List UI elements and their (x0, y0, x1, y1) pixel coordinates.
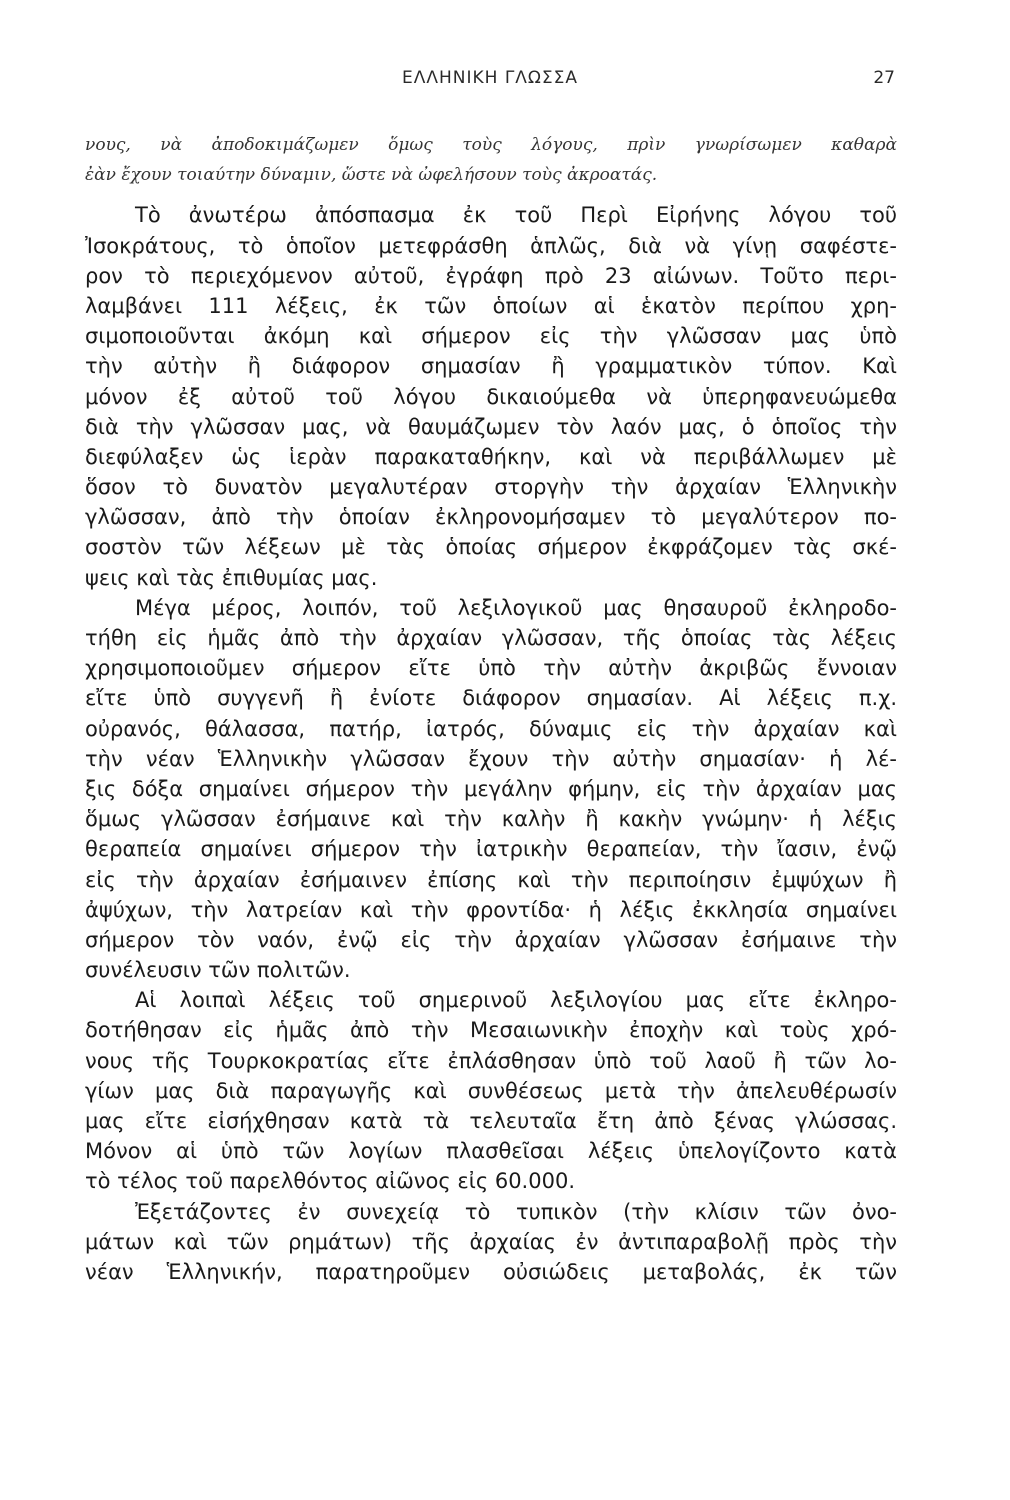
text-line: νέαν Ἑλληνικήν, παρατηροῦμεν οὐσιώδεις μεταβολάς, ἐκ τῶν (85, 1259, 897, 1284)
text-line: νους τῆς Τουρκοκρατίας εἴτε ἐπλάσθησαν ὑπὸ τοῦ λαοῦ ἢ τῶν λο- (85, 1048, 897, 1073)
text-line: Ἐξετάζοντες ἐν συνεχείᾳ τὸ τυπικὸν (τὴν κλίσιν τῶν ὀνο- (135, 1199, 897, 1224)
text-line: δοτήθησαν εἰς ἡμᾶς ἀπὸ τὴν Μεσαιωνικὴν ἐποχὴν καὶ τοὺς χρό- (85, 1018, 897, 1043)
text-line: νους, νὰ ἀποδοκιμάζωμεν ὅμως τοὺς λόγους, πρὶν γνωρίσωμεν καθαρὰ (85, 135, 897, 155)
text-line: Αἱ λοιπαὶ λέξεις τοῦ σημερινοῦ λεξιλογίου μας εἴτε ἐκληρο- (135, 988, 897, 1013)
text-line: Μέγα μέρος, λοιπόν, τοῦ λεξιλογικοῦ μας θησαυροῦ ἐκληροδο- (135, 595, 897, 620)
text-line: μάτων καὶ τῶν ρημάτων) τῆς ἀρχαίας ἐν ἀντιπαραβολῇ πρὸς τὴν (85, 1229, 897, 1254)
text-line: Τὸ ἀνωτέρω ἀπόσπασμα ἐκ τοῦ Περὶ Εἰρήνης λόγου τοῦ (135, 203, 897, 228)
page-header (85, 68, 895, 100)
text-line: εἴτε ὑπὸ συγγενῆ ἢ ἐνίοτε διάφορον σημασίαν. Αἱ λέξεις π.χ. (85, 686, 897, 711)
text-line: Ἰσοκράτους, τὸ ὁποῖον μετεφράσθη ἁπλῶς, διὰ νὰ γίνῃ σαφέστε- (85, 233, 897, 258)
text-line: Μόνον αἱ ὑπὸ τῶν λογίων πλασθεῖσαι λέξεις ὑπελογίζοντο κατὰ (85, 1139, 897, 1164)
text-line: τὴν αὐτὴν ἢ διάφορον σημασίαν ἢ γραμματικὸν τύπον. Καὶ (85, 354, 897, 379)
text-line: θεραπεία σημαίνει σήμερον τὴν ἰατρικὴν θεραπείαν, τὴν ἴασιν, ἐνῷ (85, 837, 897, 862)
text-line: ὅμως γλῶσσαν ἐσήμαινε καὶ τὴν καλὴν ἢ κακὴν γνώμην· ἡ λέξις (85, 807, 897, 832)
text-line: γίων μας διὰ παραγωγῆς καὶ συνθέσεως μετὰ τὴν ἀπελευθέρωσίν (85, 1078, 897, 1103)
text-line: γλῶσσαν, ἀπὸ τὴν ὁποίαν ἐκληρονομήσαμεν τὸ μεγαλύτερον πο- (85, 505, 897, 530)
text-line: συνέλευσιν τῶν πολιτῶν. (85, 958, 351, 983)
text-line: λαμβάνει 111 λέξεις, ἐκ τῶν ὁποίων αἱ ἑκατὸν περίπου χρη- (85, 293, 897, 318)
text-line: ρον τὸ περιεχόμενον αὐτοῦ, ἐγράφη πρὸ 23 αἰώνων. Τοῦτο περι- (85, 263, 897, 288)
text-line: ὅσον τὸ δυνατὸν μεγαλυτέραν στοργὴν τὴν ἀρχαίαν Ἑλληνικὴν (85, 475, 897, 500)
text-line: οὐρανός, θάλασσα, πατήρ, ἰατρός, δύναμις εἰς τὴν ἀρχαίαν καὶ (85, 716, 897, 741)
text-line: διεφύλαξεν ὡς ἱερὰν παρακαταθήκην, καὶ νὰ περιβάλλωμεν μὲ (85, 444, 897, 469)
text-line: διὰ τὴν γλῶσσαν μας, νὰ θαυμάζωμεν τὸν λαόν μας, ὁ ὁποῖος τὴν (85, 414, 897, 439)
page-number: 27 (873, 68, 895, 88)
text-line: ἐὰν ἔχουν τοιαύτην δύναμιν, ὥστε νὰ ὠφελήσουν τοὺς ἀκροατάς. (85, 165, 658, 186)
text-line: ξις δόξα σημαίνει σήμερον τὴν μεγάλην φήμην, εἰς τὴν ἀρχαίαν μας (85, 776, 897, 801)
text-line: τήθη εἰς ἡμᾶς ἀπὸ τὴν ἀρχαίαν γλῶσσαν, τῆς ὁποίας τὰς λέξεις (85, 626, 897, 650)
text-line: χρησιμοποιοῦμεν σήμερον εἴτε ὑπὸ τὴν αὐτὴν ἀκριβῶς ἔννοιαν (85, 656, 897, 681)
running-title: ΕΛΛΗΝΙΚΗ ΓΛΩΣΣΑ (401, 68, 579, 88)
text-line: μόνον ἐξ αὐτοῦ τοῦ λόγου δικαιούμεθα νὰ ὑπερηφανευώμεθα (85, 384, 897, 409)
text-line: μας εἴτε εἰσήχθησαν κατὰ τὰ τελευταῖα ἔτη ἀπὸ ξένας γλώσσας. (85, 1109, 897, 1133)
text-line: τὴν νέαν Ἑλληνικὴν γλῶσσαν ἔχουν τὴν αὐτὴν σημασίαν· ἡ λέ- (85, 746, 897, 771)
text-line: εἰς τὴν ἀρχαίαν ἐσήμαινεν ἐπίσης καὶ τὴν περιποίησιν ἐμψύχων ἢ (85, 867, 897, 892)
text-line: τὸ τέλος τοῦ παρελθόντος αἰῶνος εἰς 60.000. (85, 1169, 575, 1194)
text-line: σήμερον τὸν ναόν, ἐνῷ εἰς τὴν ἀρχαίαν γλῶσσαν ἐσήμαινε τὴν (85, 927, 897, 952)
text-line: ψεις καὶ τὰς ἐπιθυμίας μας. (85, 565, 378, 590)
text-line: σοστὸν τῶν λέξεων μὲ τὰς ὁποίας σήμερον ἐκφράζομεν τὰς σκέ- (85, 535, 897, 560)
text-line: ἀψύχων, τὴν λατρείαν καὶ τὴν φροντίδα· ἡ λέξις ἐκκλησία σημαίνει (85, 897, 897, 922)
page-body (85, 130, 897, 1287)
text-line: σιμοποιοῦνται ἀκόμη καὶ σήμερον εἰς τὴν γλῶσσαν μας ὑπὸ (85, 324, 897, 349)
